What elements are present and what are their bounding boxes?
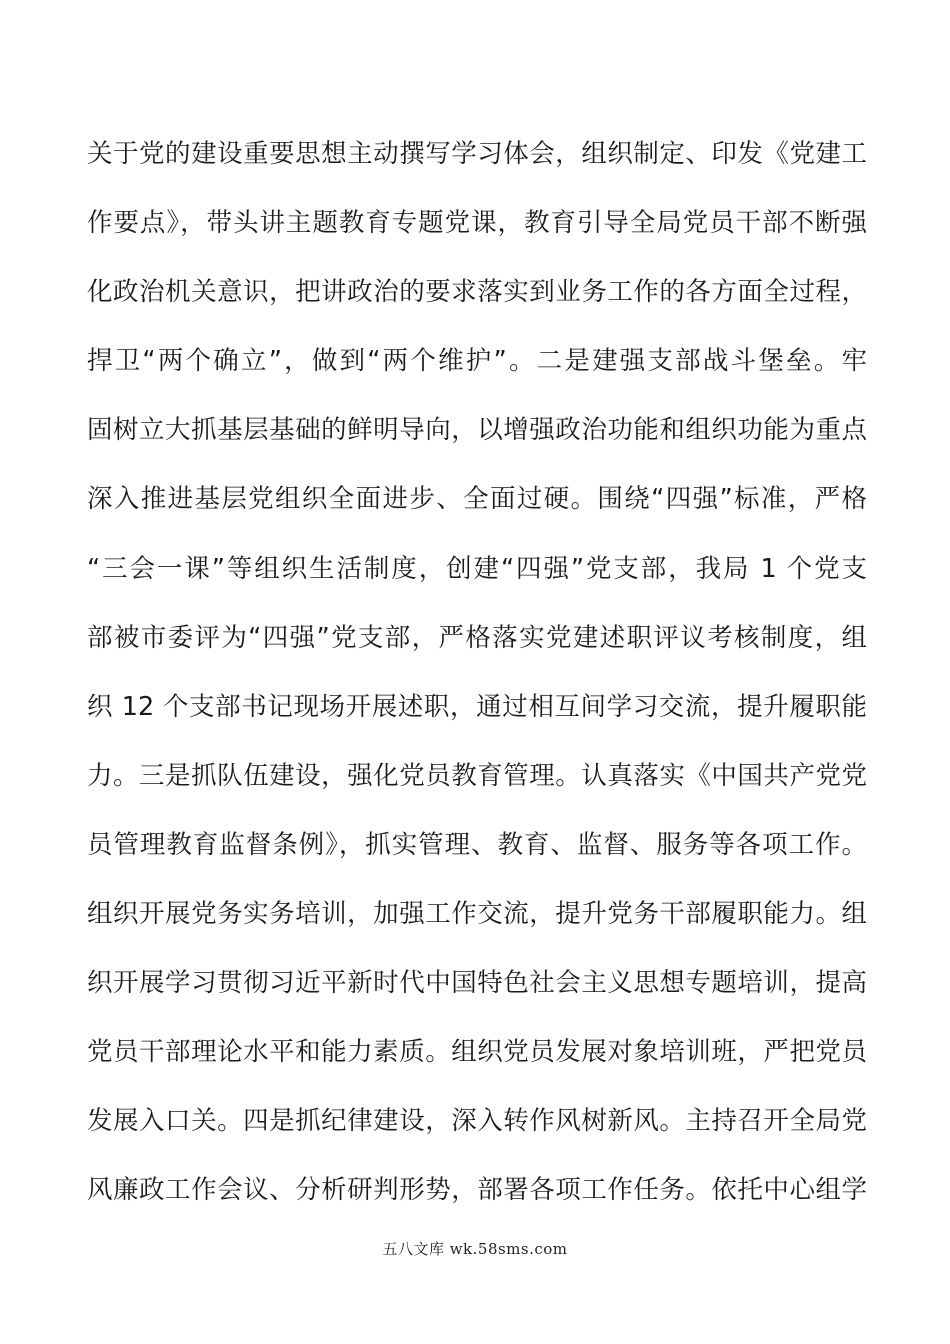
text-line: 发展入口关。四是抓纪律建设，深入转作风树新风。主持召开全局党: [87, 1106, 867, 1137]
text-line: 部被市委评为“四强”党支部，严格落实党建述职评议考核制度，组: [87, 622, 867, 653]
text-line: 固树立大抓基层基础的鲜明导向，以增强政治功能和组织功能为重点: [87, 415, 867, 446]
text-line: 组织开展党务实务培训，加强工作交流，提升党务干部履职能力。组: [87, 899, 867, 930]
text-line: 织开展学习贯彻习近平新时代中国特色社会主义思想专题培训，提高: [87, 968, 867, 999]
text-line: 深入推进基层党组织全面进步、全面过硬。围绕“四强”标准，严格: [87, 484, 867, 515]
text-line: 力。三是抓队伍建设，强化党员教育管理。认真落实《中国共产党党: [87, 760, 867, 791]
text-line: 作要点》，带头讲主题教育专题党课，教育引导全局党员干部不断强: [87, 208, 867, 239]
text-line: 党员干部理论水平和能力素质。组织党员发展对象培训班，严把党员: [87, 1037, 867, 1068]
text-line: 关于党的建设重要思想主动撰写学习体会，组织制定、印发《党建工: [87, 139, 867, 169]
text-line: 织 12 个支部书记现场开展述职，通过相互间学习交流，提升履职能: [87, 691, 867, 722]
footer-watermark: 五八文库 wk.58sms.com: [382, 1240, 568, 1258]
text-line: 化政治机关意识，把讲政治的要求落实到业务工作的各方面全过程，: [87, 277, 867, 308]
text-line: 捍卫“两个确立”，做到“两个维护”。二是建强支部战斗堡垒。牢: [87, 346, 867, 377]
text-line: 风廉政工作会议、分析研判形势，部署各项工作任务。依托中心组学: [87, 1175, 867, 1206]
text-line: “三会一课”等组织生活制度，创建“四强”党支部，我局 1 个党支: [87, 553, 867, 584]
text-line: 员管理教育监督条例》，抓实管理、教育、监督、服务等各项工作。: [87, 829, 867, 860]
body-paragraph: [87, 120, 867, 1226]
